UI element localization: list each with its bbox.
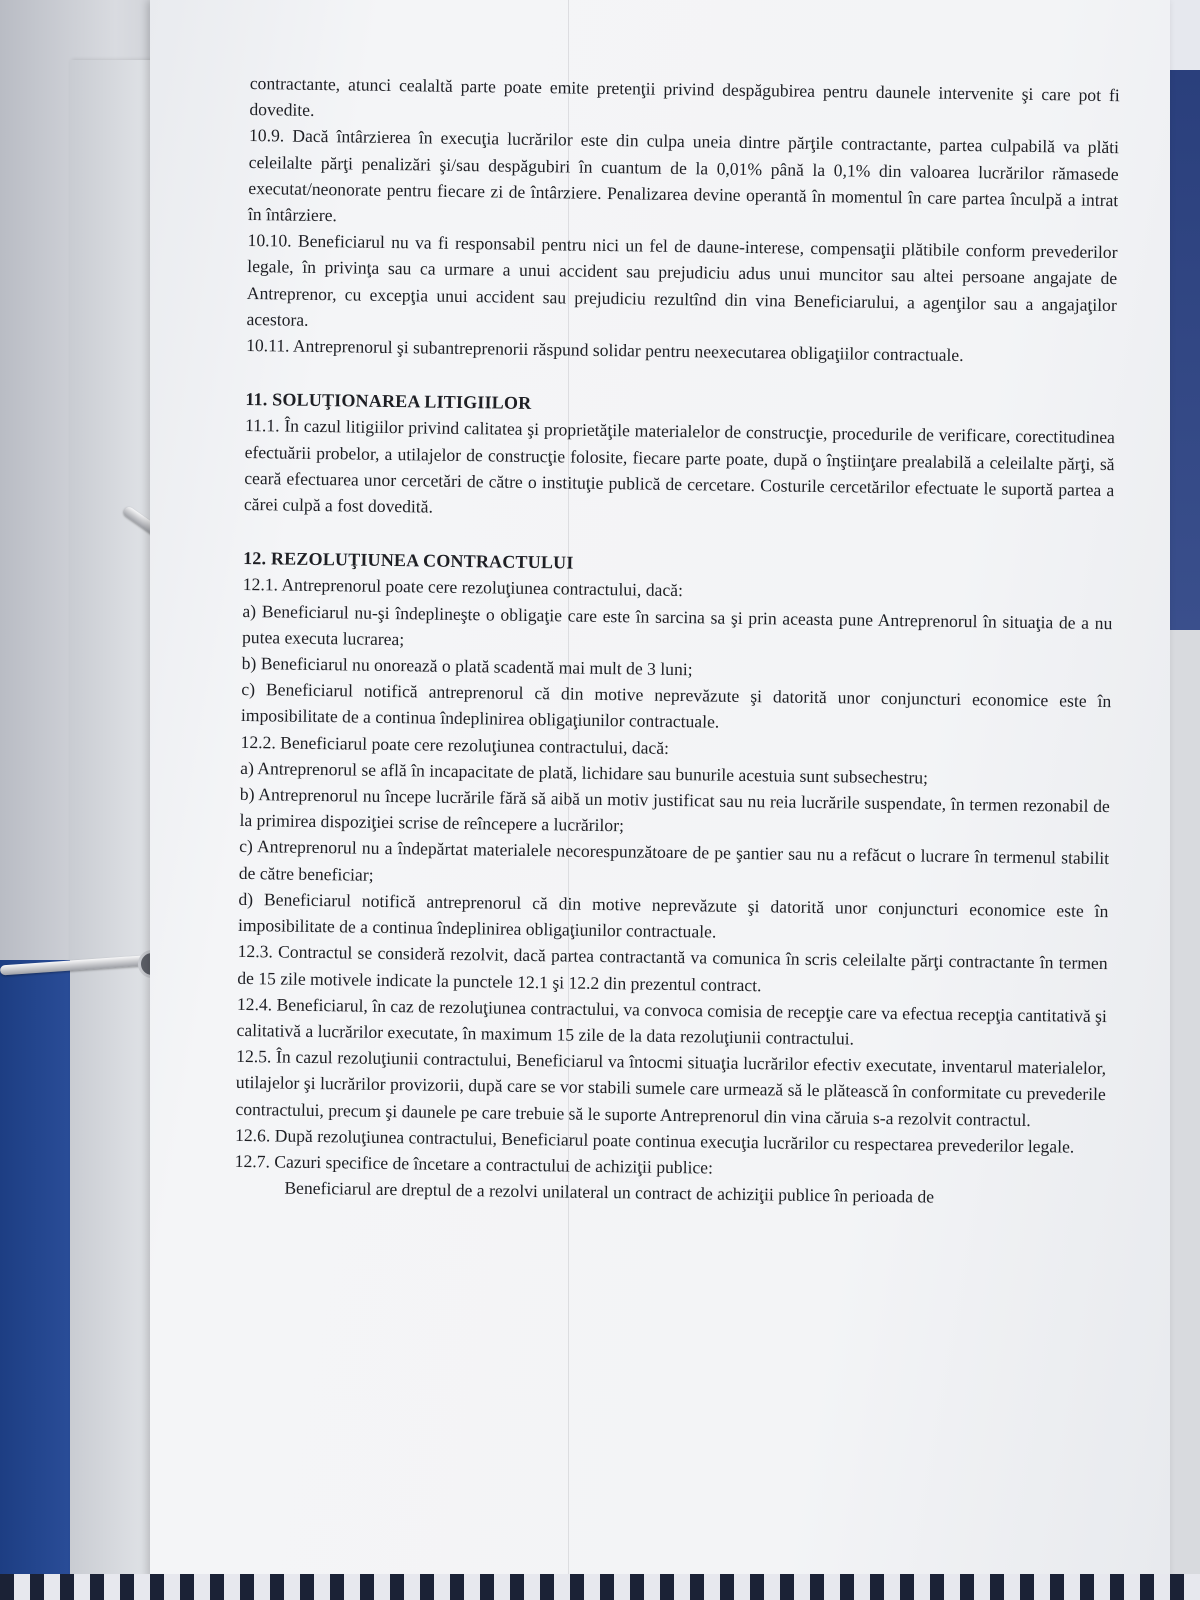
list-item-c: c) Antreprenorul nu a îndepărtat materialele necorespunzătoare de pe şantier sau nu a refăcut o lucrare în termenul stabilit de către beneficiar; (238, 836, 1110, 885)
paragraph-12-7: 12.7. Cazuri specifice de încetare a contractului de achiziţii publice: (234, 1150, 714, 1178)
paragraph-12-6: 12.6. După rezoluţiunea contractului, Beneficiarul poate continua execuţia lucrărilor cu respectarea prevederilor legale. (234, 1124, 1075, 1157)
section-heading-12: 12. REZOLUŢIUNEA CONTRACTULUI (243, 548, 574, 573)
section-heading-11: 11. SOLUŢIONAREA LITIGIILOR (245, 389, 532, 414)
paragraph-12-2: 12.2. Beneficiarul poate cere rezoluţiunea contractului, dacă: (240, 731, 670, 758)
list-item-c: c) Beneficiarul notifică antreprenorul că din motive neprevăzute şi datorită unor conjuncturi economice este în imposibilitate de a continua îndeplinirea obligaţiunilor contractuale. (240, 679, 1112, 733)
list-item-b: b) Antreprenorul nu începe lucrările fără să aibă un motiv justificat sau nu reia lucrările suspendate, în termen rezonabil de la primirea dispoziţiei scrise de reîncepere a lucrărilor; (239, 784, 1110, 836)
list-item-a: a) Beneficiarul nu-şi îndeplineşte o obligaţie care este în sarcina sa şi prin aceasta pune Antreprenorul în situaţia de a nu putea executa lucrarea; (241, 600, 1113, 650)
binder-spine-strip (0, 1574, 1200, 1600)
paragraph: contractante, atunci cealaltă parte poate emite pretenţii privind despăgubirea pentru daunele intervenite şi care pot fi dovedite. (249, 72, 1120, 121)
binder-cover (0, 960, 72, 1600)
paragraph-continuation: Beneficiarul are dreptul de a rezolvi unilateral un contract de achiziţii publice în perioada de (284, 1177, 935, 1207)
paragraph-12-5: 12.5. În cazul rezoluţiunii contractului, Beneficiarul va întocmi situaţia lucrărilor efectiv executate, inventarul materialelor, utilajelor şi lucrărilor provizorii, după care se vor stabili sumele care urmează să le plătească în conformitate cu prevederile contractului, precum şi daunele pe care trebuie să le suporte Antreprenorul din vina căruia s-a rezolvit contractul. (235, 1046, 1107, 1130)
paragraph-10-11: 10.11. Antreprenorul şi subantreprenorii răspund solidar pentru neexecutarea obligaţiilor contractuale. (246, 335, 964, 366)
paragraph-12-3: 12.3. Contractul se consideră rezolvit, dacă partea contractantă va comunica în scris celeilalte părţi contractante în termen de 15 zile motivele indicate la punctele 12.1 şi 12.2 din prezentul contract. (237, 941, 1108, 995)
paragraph-12-4: 12.4. Beneficiarul, în caz de rezoluţiunea contractului, va convoca comisia de recepţie care va efectua recepţia cantitativă şi calitativă a lucrărilor executate, în maximum 15 zile de la data rezoluţiunii contractului. (236, 993, 1108, 1049)
document-text (234, 70, 1120, 1212)
paragraph-10-10: 10.10. Beneficiarul nu va fi responsabil pentru nici un fel de daune-interese, compensaţii plătibile conform prevederilor legale, în privinţa sau ca urmare a unui accident sau prejudiciu adus unui muncitor sau altei persoane angajate de Antreprenor, cu excepţia unui accident sau prejudiciu rezultînd din vina Beneficiarului, a agenţilor sau a angajaţilor acestora. (246, 230, 1118, 330)
list-item-d: d) Beneficiarul notifică antreprenorul că din motive neprevăzute şi datorită unor conjuncturi economice este în imposibilitate de a continua îndeplinirea obligaţiunilor contractuale. (237, 888, 1109, 942)
list-item-b: b) Beneficiarul nu onorează o plată scadentă mai mult de 3 luni; (241, 653, 693, 680)
paragraph-12-1: 12.1. Antreprenorul poate cere rezoluţiunea contractului, dacă: (242, 574, 684, 601)
paragraph-11-1: 11.1. În cazul litigiilor privind calitatea şi proprietăţile materialelor de construcţie, procedurile de verificare, corectitudinea efectuării probelor, a utilajelor de construcţie folosite, fiecare parte poate, după o înştiinţare prealabilă a celeilalte părţi, să ceară efectuarea unor cercetări de către o instituţie publică de cercetare. Costurile cercetărilor efectuate le suportă partea a cărei culpă a fost dovedită. (243, 415, 1116, 517)
list-item-a: a) Antreprenorul se află în incapacitate de plată, lichidare sau bunurile acestuia sunt subsechestru; (240, 757, 929, 788)
paragraph-10-9: 10.9. Dacă întârzierea în execuţia lucrărilor este din culpa uneia dintre părţile contractante, partea culpabilă va plăti celeilalte părţi penalizări şi/sau despăgubiri în cuantum de la 0,01% până la 0,1% din valoarea lucrărilor rămasede executat/neonorate pentru fiecare zi de întârziere. Penalizarea devine operantă în momentul în care partea înculpă a intrat în întârziere. (247, 125, 1120, 226)
